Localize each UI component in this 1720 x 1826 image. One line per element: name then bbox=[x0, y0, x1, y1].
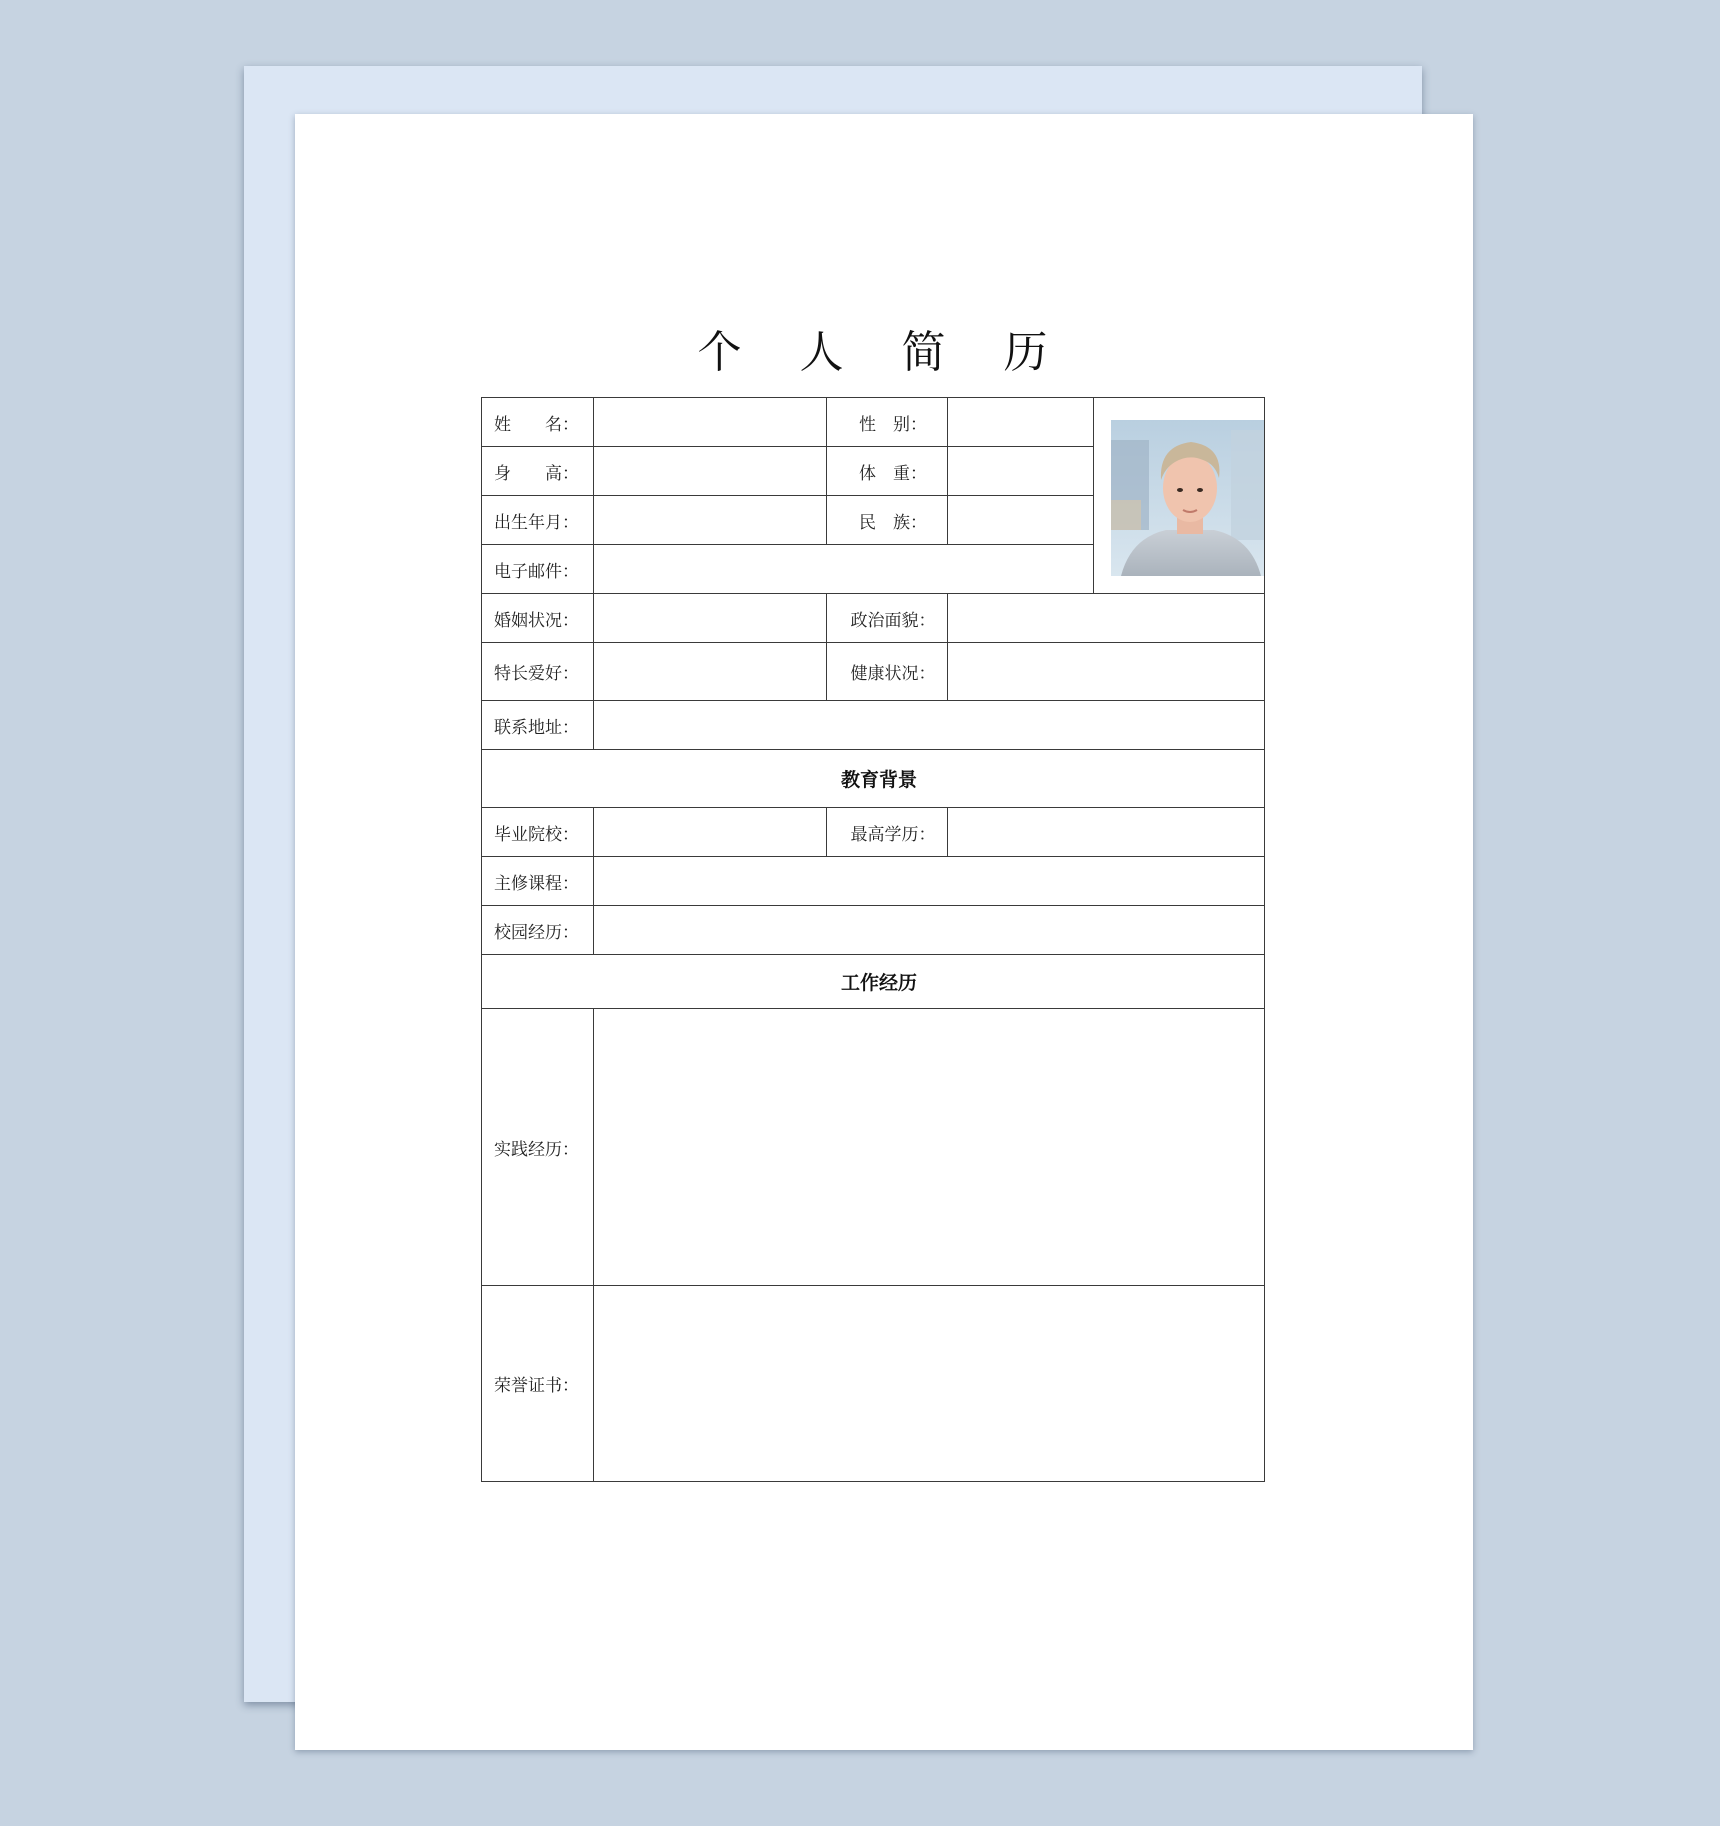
table-row bbox=[482, 1286, 1265, 1482]
honors-field[interactable] bbox=[594, 1286, 1265, 1482]
degree-label: 最高学历： bbox=[827, 808, 948, 857]
page-title: 个 人 简 历 bbox=[697, 327, 1070, 378]
practice-label: 实践经历： bbox=[482, 1009, 594, 1286]
marital-field[interactable] bbox=[594, 594, 827, 643]
work-section-heading: 工作经历 bbox=[482, 955, 1265, 1009]
table-row bbox=[482, 398, 1265, 447]
table-row bbox=[482, 750, 1265, 808]
school-label: 毕业院校： bbox=[482, 808, 594, 857]
table-row bbox=[482, 1009, 1265, 1286]
degree-field[interactable] bbox=[948, 808, 1265, 857]
email-field[interactable] bbox=[594, 545, 1094, 594]
table-row bbox=[482, 808, 1265, 857]
address-field[interactable] bbox=[594, 701, 1265, 750]
profile-photo-icon bbox=[1111, 420, 1265, 576]
birth-field[interactable] bbox=[594, 496, 827, 545]
practice-field[interactable] bbox=[594, 1009, 1265, 1286]
name-field[interactable] bbox=[594, 398, 827, 447]
weight-label: 体 重： bbox=[827, 447, 948, 496]
height-field[interactable] bbox=[594, 447, 827, 496]
ethnicity-label: 民 族： bbox=[827, 496, 948, 545]
weight-field[interactable] bbox=[948, 447, 1094, 496]
resume-table bbox=[481, 397, 1265, 1482]
address-label: 联系地址： bbox=[482, 701, 594, 750]
political-field[interactable] bbox=[948, 594, 1265, 643]
gender-field[interactable] bbox=[948, 398, 1094, 447]
photo-cell bbox=[1094, 398, 1265, 594]
hobbies-field[interactable] bbox=[594, 643, 827, 701]
courses-label: 主修课程： bbox=[482, 857, 594, 906]
education-section-heading: 教育背景 bbox=[482, 750, 1265, 808]
school-field[interactable] bbox=[594, 808, 827, 857]
marital-label: 婚姻状况： bbox=[482, 594, 594, 643]
email-label: 电子邮件： bbox=[482, 545, 594, 594]
ethnicity-field[interactable] bbox=[948, 496, 1094, 545]
table-row bbox=[482, 594, 1265, 643]
table-row bbox=[482, 857, 1265, 906]
political-label: 政治面貌： bbox=[827, 594, 948, 643]
honors-label: 荣誉证书： bbox=[482, 1286, 594, 1482]
gender-label: 性 别： bbox=[827, 398, 948, 447]
profile-photo bbox=[1111, 420, 1265, 576]
name-label: 姓 名： bbox=[482, 398, 594, 447]
health-field[interactable] bbox=[948, 643, 1265, 701]
health-label: 健康状况： bbox=[827, 643, 948, 701]
height-label: 身 高： bbox=[482, 447, 594, 496]
birth-label: 出生年月： bbox=[482, 496, 594, 545]
courses-field[interactable] bbox=[594, 857, 1265, 906]
hobbies-label: 特长爱好： bbox=[482, 643, 594, 701]
campus-label: 校园经历： bbox=[482, 906, 594, 955]
table-row bbox=[482, 955, 1265, 1009]
table-row bbox=[482, 643, 1265, 701]
campus-field[interactable] bbox=[594, 906, 1265, 955]
table-row bbox=[482, 701, 1265, 750]
table-row bbox=[482, 906, 1265, 955]
